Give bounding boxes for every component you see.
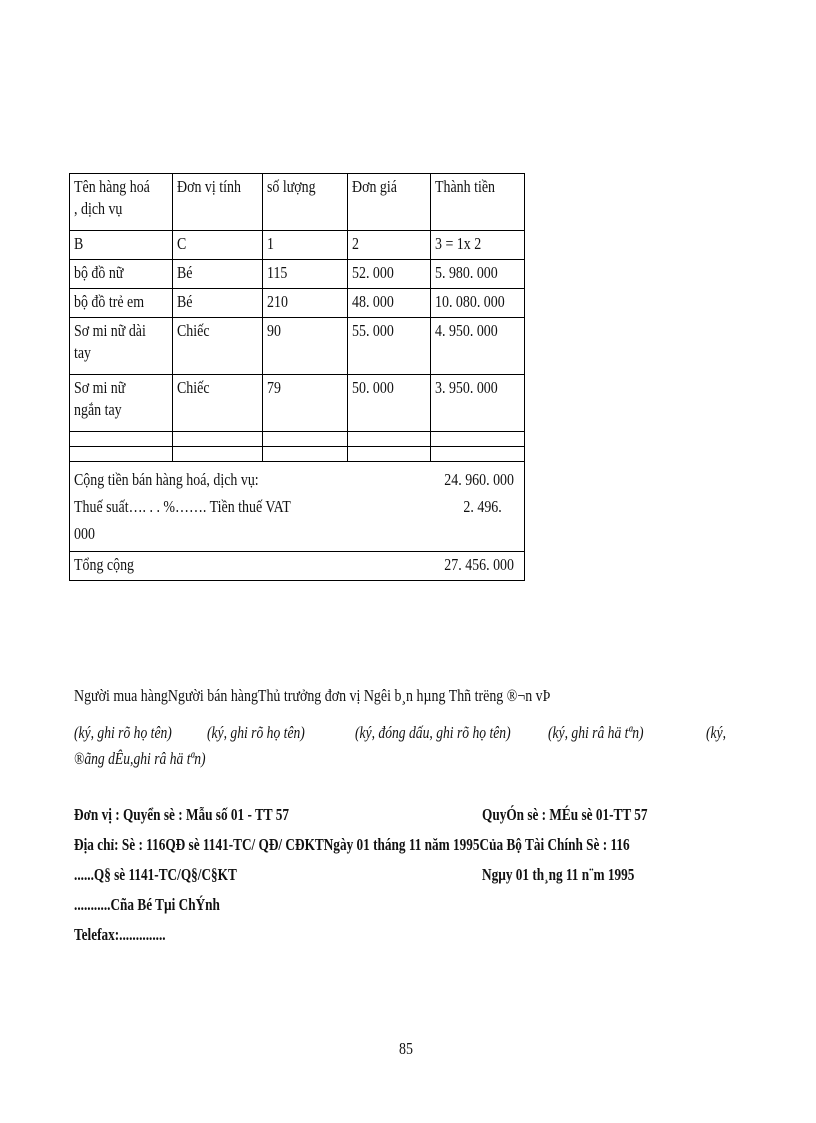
table-cell <box>70 432 173 447</box>
table-cell <box>347 432 430 447</box>
table-cell: 52. 000 <box>347 260 430 289</box>
table-cell: B <box>70 231 173 260</box>
total-line <box>74 554 520 576</box>
subtotal-label: Cộng tiền bán hàng hoá, dịch vụ: <box>74 470 259 489</box>
seller-note-garbled: (ký, ghi râ hä tªn) <box>548 723 644 742</box>
table-cell <box>173 432 263 447</box>
table-cell: bộ đồ trẻ em <box>70 289 173 318</box>
total-row <box>70 552 525 581</box>
table-cell: Chiếc <box>173 318 263 375</box>
table-cell: 4. 950. 000 <box>430 318 524 375</box>
table-row <box>70 260 525 289</box>
unit-line: Đơn vị : Quyển sè : Mẫu số 01 - TT 57 <box>74 805 289 824</box>
tax-value: 2. 496. <box>463 497 502 516</box>
ministry-line: ...........Cña Bé Tµi ChÝnh <box>74 895 220 914</box>
header-cell: Tên hàng hoá , dịch vụ <box>70 174 173 231</box>
table-cell: C <box>173 231 263 260</box>
table-cell: 79 <box>263 375 348 432</box>
header-cell: Đơn giá <box>347 174 430 231</box>
table-cell: 2 <box>347 231 430 260</box>
empty-row <box>70 447 525 462</box>
table-cell: 48. 000 <box>347 289 430 318</box>
table-cell <box>430 432 524 447</box>
subtotal-row <box>70 462 525 552</box>
seller-note: (ký, ghi rõ họ tên) <box>207 723 305 742</box>
subtotal-cell <box>70 462 525 552</box>
table-cell: Bé <box>173 260 263 289</box>
table-row <box>70 318 525 375</box>
table-cell: Sơ mi nữ dài tay <box>70 318 173 375</box>
table-cell: 5. 980. 000 <box>430 260 524 289</box>
table-cell: 10. 080. 000 <box>430 289 524 318</box>
table-cell: 3. 950. 000 <box>430 375 524 432</box>
table-cell <box>430 447 524 462</box>
head-note-garbled-end: ®ãng dÊu,ghi râ hä tªn) <box>74 749 206 768</box>
invoice-table <box>69 173 525 581</box>
header-cell: Đơn vị tính <box>173 174 263 231</box>
address-line: Địa chỉ: Sè : 116QĐ sè 1141-TC/ QĐ/ CĐKTNgày 01 tháng 11 năm 1995Của Bộ Tài Chính Sè : 116 <box>74 835 630 854</box>
table-row <box>70 289 525 318</box>
table-cell: 1 <box>263 231 348 260</box>
table-row <box>70 375 525 432</box>
tax-value-continued-line <box>74 520 520 547</box>
decision-line: ......Q§ sè 1141-TC/Q§/C§KT <box>74 865 237 884</box>
table-cell <box>70 447 173 462</box>
table-cell <box>263 447 348 462</box>
subtotal-line <box>74 466 520 493</box>
code-row <box>70 231 525 260</box>
table-cell <box>263 432 348 447</box>
date-line: Ngµy 01 th¸ng 11 n¨m 1995 <box>482 865 635 884</box>
total-cell <box>70 552 525 581</box>
buyer-note: (ký, ghi rõ họ tên) <box>74 723 172 742</box>
total-label: Tổng cộng <box>74 555 135 574</box>
table-header-row <box>70 174 525 231</box>
table-cell: 55. 000 <box>347 318 430 375</box>
tax-line <box>74 493 520 520</box>
table-cell: Bé <box>173 289 263 318</box>
subtotal-value: 24. 960. 000 <box>444 470 514 489</box>
table-cell: 210 <box>263 289 348 318</box>
telefax-line: Telefax:.............. <box>74 925 166 944</box>
table-cell: 3 = 1x 2 <box>430 231 524 260</box>
page-number <box>399 1039 416 1059</box>
signature-titles-text: Người mua hàngNgười bán hàngThủ trưởng đơn vị Ngêi b¸n hµng Thñ trëng ®¬n vÞ <box>74 686 551 705</box>
table-cell <box>347 447 430 462</box>
table-cell: 90 <box>263 318 348 375</box>
head-note: (ký, đóng dấu, ghi rõ họ tên) <box>355 723 511 742</box>
table-cell: Sơ mi nữ ngắn tay <box>70 375 173 432</box>
page-number-text: 85 <box>399 1039 413 1058</box>
head-note-garbled-start: (ký, <box>706 723 727 742</box>
empty-row <box>70 432 525 447</box>
tax-label: Thuế suất…. . . %……. Tiền thuế VAT <box>74 497 291 516</box>
tax-value-continued: 000 <box>74 524 95 543</box>
header-cell: số lượng <box>263 174 348 231</box>
table-cell: bộ đồ nữ <box>70 260 173 289</box>
table-cell: Chiếc <box>173 375 263 432</box>
book-number-line: QuyÓn sè : MÉu sè 01-TT 57 <box>482 805 648 824</box>
header-cell: Thành tiền <box>430 174 524 231</box>
total-value: 27. 456. 000 <box>444 555 514 574</box>
signature-titles <box>74 686 655 706</box>
table-cell <box>173 447 263 462</box>
table-cell: 50. 000 <box>347 375 430 432</box>
table-cell: 115 <box>263 260 348 289</box>
